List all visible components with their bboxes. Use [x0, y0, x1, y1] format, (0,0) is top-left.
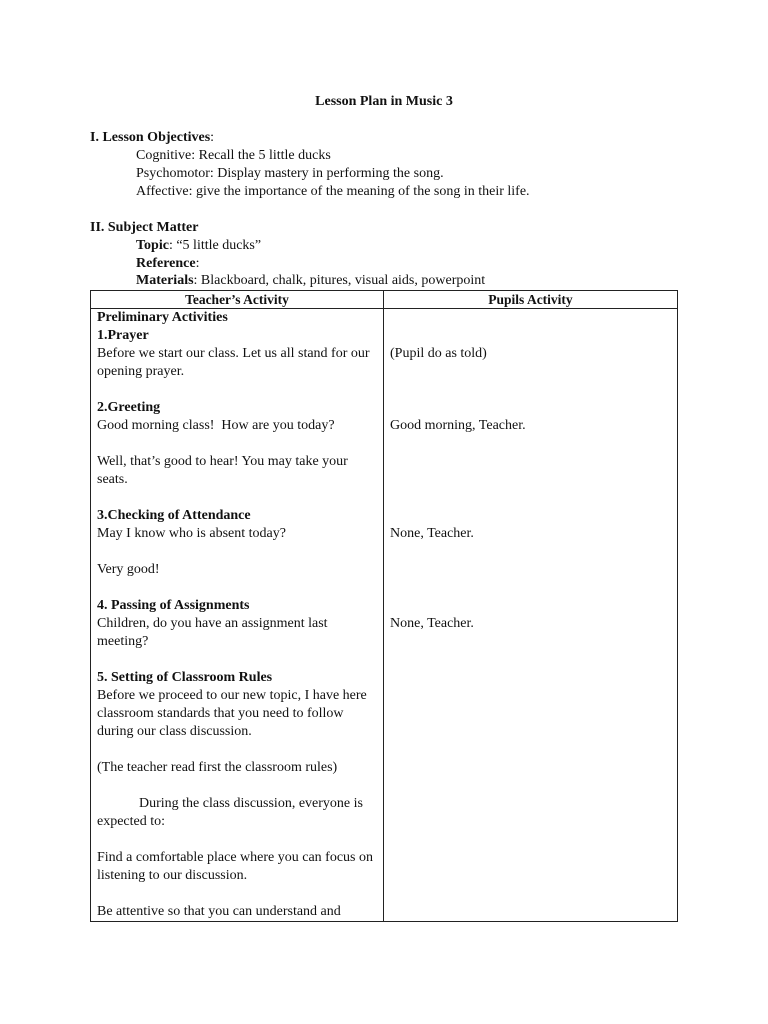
topic-value: : “5 little ducks”	[168, 238, 262, 253]
preliminary-heading: Preliminary Activities	[97, 310, 228, 325]
attendance-text-2: Very good!	[97, 562, 160, 577]
reference-label: Reference	[136, 256, 196, 271]
reference-value: :	[195, 256, 200, 271]
reference-line	[136, 255, 199, 273]
rules-text-3: During the class discussion, everyone is expected to:	[97, 796, 363, 829]
attendance-pupil-response: None, Teacher.	[390, 526, 474, 541]
prayer-text: Before we start our class. Let us all stand for our opening prayer.	[97, 346, 370, 379]
objective-affective: Affective: give the importance of the meaning of the song in their life.	[136, 184, 530, 199]
greeting-text: Good morning class! How are you today?	[97, 418, 335, 433]
rules-heading: 5. Setting of Classroom Rules	[97, 670, 273, 685]
attendance-text: May I know who is absent today?	[97, 526, 286, 541]
subject-heading-line	[90, 219, 198, 237]
rules-text-2: (The teacher read first the classroom rules)	[97, 760, 338, 775]
prayer-pupil-response: (Pupil do as told)	[390, 346, 487, 361]
assignments-heading: 4. Passing of Assignments	[97, 598, 250, 613]
teacher-activity-header: Teacher’s Activity	[91, 291, 384, 309]
rules-text-4: Find a comfortable place where you can focus on listening to our discussion.	[97, 850, 374, 883]
rules-text-5: Be attentive so that you can understand and	[97, 904, 341, 919]
greeting-text-2: Well, that’s good to hear! You may take your seats.	[97, 454, 348, 487]
pupils-activity-cell	[384, 309, 678, 922]
teacher-activity-cell	[91, 309, 384, 922]
pupils-activity-header: Pupils Activity	[384, 291, 678, 309]
objective-psychomotor: Psychomotor: Display mastery in performing the song.	[136, 166, 444, 181]
topic-line	[136, 237, 261, 255]
greeting-heading: 2.Greeting	[97, 400, 161, 415]
activity-table	[90, 290, 678, 922]
materials-line	[136, 272, 485, 290]
objectives-heading: I. Lesson Objectives	[90, 130, 211, 145]
attendance-heading: 3.Checking of Attendance	[97, 508, 251, 523]
table-header-row	[91, 291, 678, 309]
materials-label: Materials	[136, 273, 194, 288]
table-body-row	[91, 309, 678, 922]
assignments-text: Children, do you have an assignment last meeting?	[97, 616, 328, 649]
greeting-pupil-response: Good morning, Teacher.	[390, 418, 526, 433]
rules-text: Before we proceed to our new topic, I have here classroom standards that you need to follow during our class discussion.	[97, 688, 367, 739]
subject-heading: II. Subject Matter	[90, 220, 199, 235]
topic-label: Topic	[136, 238, 169, 253]
assignments-pupil-response: None, Teacher.	[390, 616, 474, 631]
objectives-colon: :	[210, 130, 215, 145]
prayer-heading: 1.Prayer	[97, 328, 149, 343]
objectives-heading-line	[90, 129, 214, 147]
materials-value: : Blackboard, chalk, pitures, visual aids, powerpoint	[193, 273, 486, 288]
page-title: Lesson Plan in Music 3	[315, 94, 453, 109]
objective-cognitive: Cognitive: Recall the 5 little ducks	[136, 148, 331, 163]
